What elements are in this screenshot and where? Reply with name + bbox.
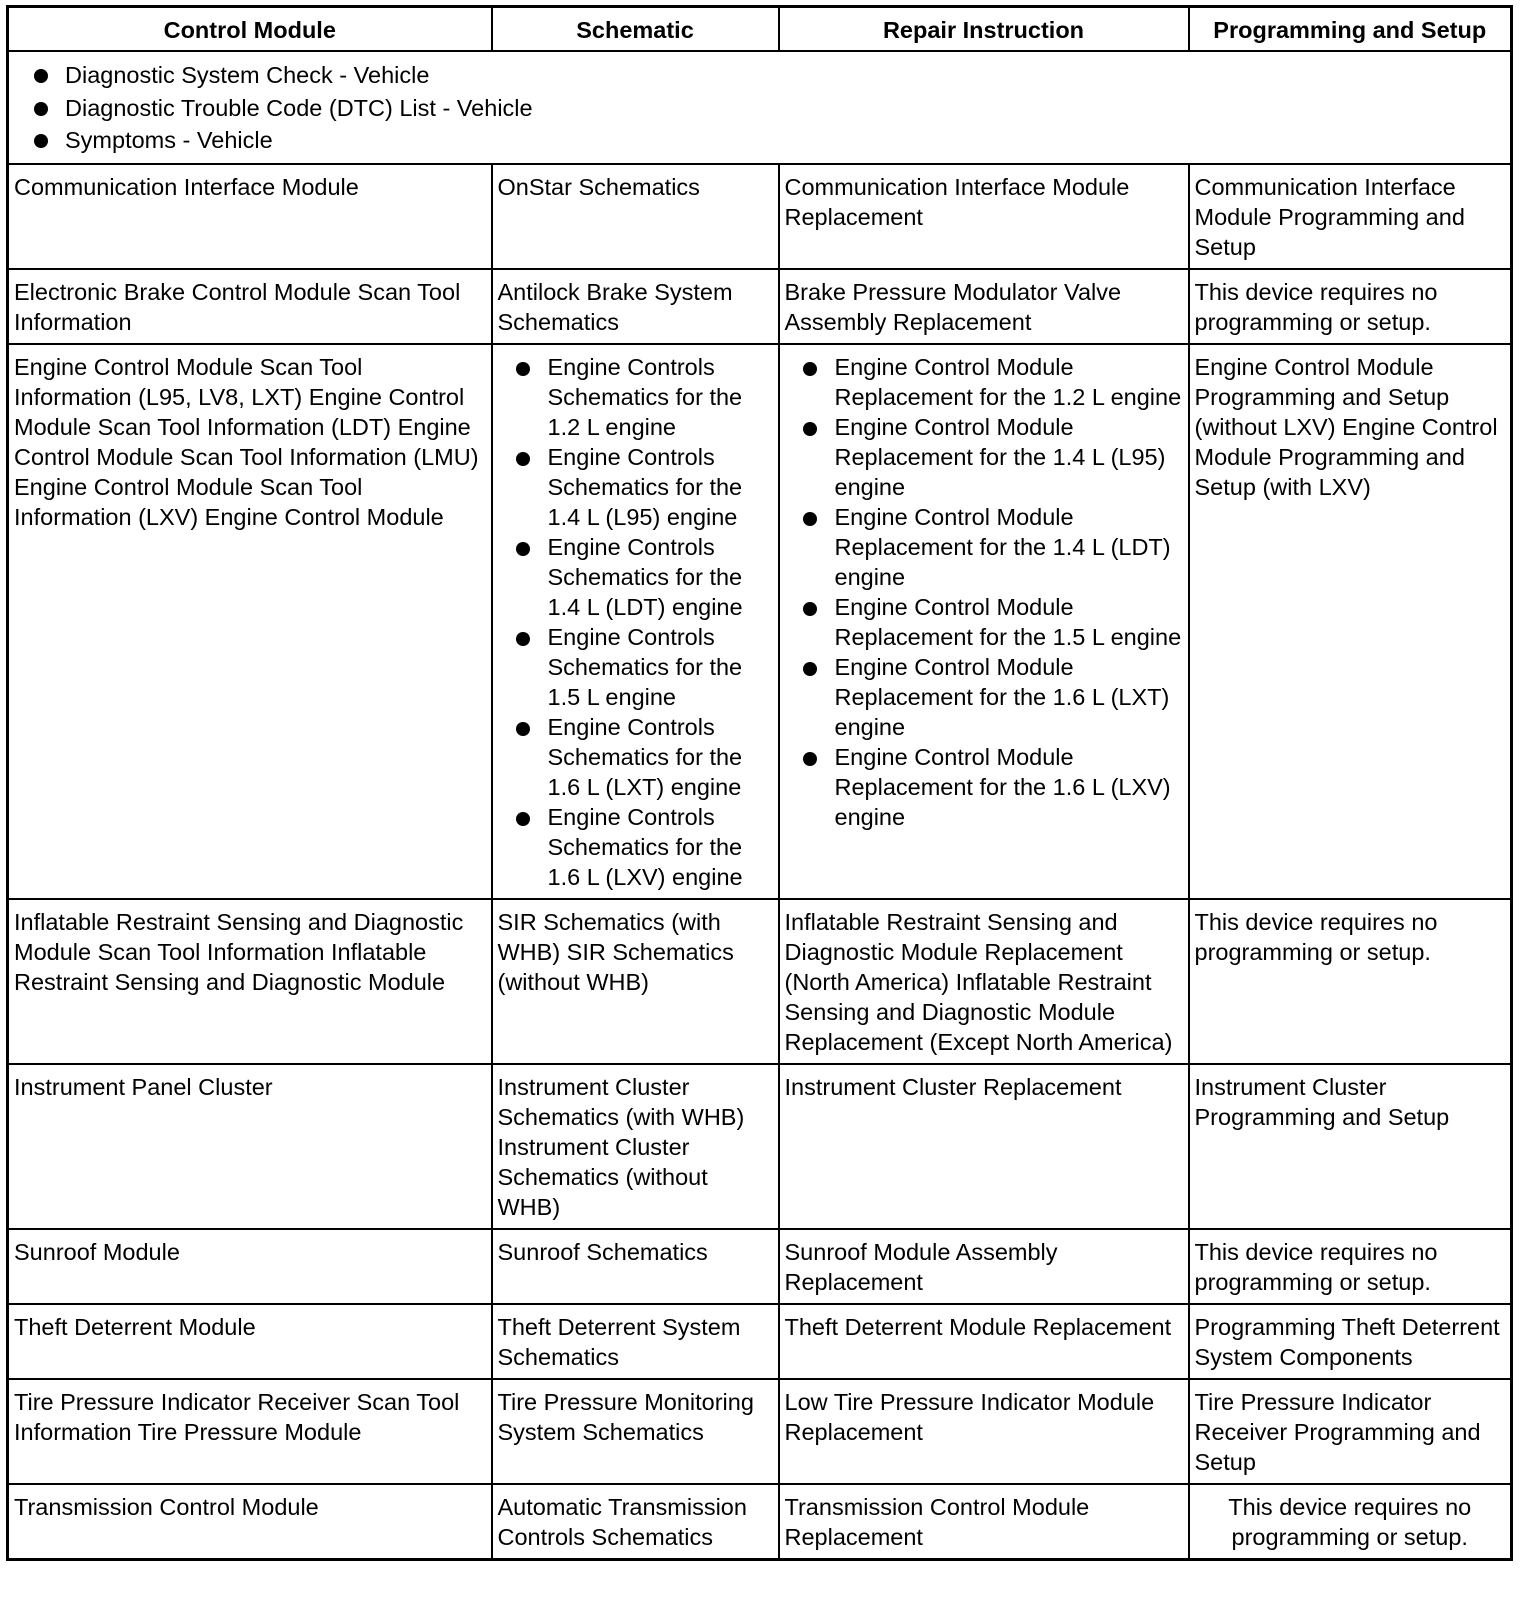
repair-link[interactable]: Instrument Cluster Replacement <box>779 1064 1189 1229</box>
table-row <box>8 1379 1512 1484</box>
module-cell: Instrument Panel Cluster <box>8 1064 492 1229</box>
programming-link[interactable]: Engine Control Module Programming and Setup (without LXV) Engine Control Module Programming and Setup (with LXV) <box>1189 344 1512 899</box>
schematic-link[interactable]: Sunroof Schematics <box>492 1229 779 1304</box>
programming-link[interactable]: Programming Theft Deterrent System Components <box>1189 1304 1512 1379</box>
schematic-list-cell <box>492 344 779 899</box>
table-row <box>8 899 1512 1064</box>
repair-link[interactable]: Engine Control Module Replacement for the 1.4 L (L95) engine <box>785 412 1183 502</box>
schematic-list <box>498 352 773 892</box>
repair-link[interactable]: Engine Control Module Replacement for the 1.6 L (LXT) engine <box>785 652 1183 742</box>
schematic-link[interactable]: Engine Controls Schematics for the 1.2 L engine <box>498 352 773 442</box>
module-cell: Transmission Control Module <box>8 1484 492 1560</box>
repair-list <box>785 352 1183 832</box>
document-page <box>6 5 1510 1561</box>
schematic-link[interactable]: OnStar Schematics <box>492 164 779 269</box>
module-cell: Sunroof Module <box>8 1229 492 1304</box>
table-row <box>8 164 1512 269</box>
programming-note: This device requires no programming or setup. <box>1189 1229 1512 1304</box>
repair-link[interactable]: Communication Interface Module Replacement <box>779 164 1189 269</box>
schematic-link[interactable]: SIR Schematics (with WHB) SIR Schematics (without WHB) <box>492 899 779 1064</box>
schematic-link[interactable]: Tire Pressure Monitoring System Schematics <box>492 1379 779 1484</box>
repair-link[interactable]: Engine Control Module Replacement for the 1.2 L engine <box>785 352 1183 412</box>
repair-link[interactable]: Brake Pressure Modulator Valve Assembly Replacement <box>779 269 1189 344</box>
repair-link[interactable]: Low Tire Pressure Indicator Module Replacement <box>779 1379 1189 1484</box>
table-row <box>8 1484 1512 1560</box>
repair-list-cell <box>779 344 1189 899</box>
repair-link[interactable]: Sunroof Module Assembly Replacement <box>779 1229 1189 1304</box>
header-control-module: Control Module <box>8 7 492 52</box>
table-row <box>8 1229 1512 1304</box>
module-cell: Engine Control Module Scan Tool Information (L95, LV8, LXT) Engine Control Module Scan Tool Information (LDT) Engine Control Module Scan Tool Information (LMU) Engine Control Module Scan Tool Information (LXV) Engine Control Module <box>8 344 492 899</box>
module-cell: Communication Interface Module <box>8 164 492 269</box>
programming-link[interactable]: Instrument Cluster Programming and Setup <box>1189 1064 1512 1229</box>
link-symptoms[interactable]: Symptoms - Vehicle <box>14 124 1505 157</box>
link-dtc-list[interactable]: Diagnostic Trouble Code (DTC) List - Vehicle <box>14 92 1505 125</box>
schematic-link[interactable]: Engine Controls Schematics for the 1.6 L (LXV) engine <box>498 802 773 892</box>
table-row <box>8 344 1512 899</box>
repair-link[interactable]: Theft Deterrent Module Replacement <box>779 1304 1189 1379</box>
module-cell: Electronic Brake Control Module Scan Tool Information <box>8 269 492 344</box>
schematic-link[interactable]: Automatic Transmission Controls Schematics <box>492 1484 779 1560</box>
table-row <box>8 1304 1512 1379</box>
general-links-cell <box>8 51 1512 164</box>
repair-link[interactable]: Engine Control Module Replacement for the 1.6 L (LXV) engine <box>785 742 1183 832</box>
general-links-list <box>14 59 1505 157</box>
control-module-reference-table <box>6 5 1513 1561</box>
programming-link[interactable]: Communication Interface Module Programming and Setup <box>1189 164 1512 269</box>
schematic-link[interactable]: Antilock Brake System Schematics <box>492 269 779 344</box>
schematic-link[interactable]: Engine Controls Schematics for the 1.4 L (LDT) engine <box>498 532 773 622</box>
general-links-row <box>8 51 1512 164</box>
schematic-link[interactable]: Instrument Cluster Schematics (with WHB) Instrument Cluster Schematics (without WHB) <box>492 1064 779 1229</box>
repair-link[interactable]: Inflatable Restraint Sensing and Diagnostic Module Replacement (North America) Inflatable Restraint Sensing and Diagnostic Module Replacement (Except North America) <box>779 899 1189 1064</box>
schematic-link[interactable]: Theft Deterrent System Schematics <box>492 1304 779 1379</box>
repair-link[interactable]: Engine Control Module Replacement for the 1.5 L engine <box>785 592 1183 652</box>
module-cell: Theft Deterrent Module <box>8 1304 492 1379</box>
schematic-link[interactable]: Engine Controls Schematics for the 1.4 L (L95) engine <box>498 442 773 532</box>
repair-link[interactable]: Engine Control Module Replacement for the 1.4 L (LDT) engine <box>785 502 1183 592</box>
table-row <box>8 269 1512 344</box>
module-cell: Inflatable Restraint Sensing and Diagnostic Module Scan Tool Information Inflatable Restraint Sensing and Diagnostic Module <box>8 899 492 1064</box>
schematic-link[interactable]: Engine Controls Schematics for the 1.5 L engine <box>498 622 773 712</box>
schematic-link[interactable]: Engine Controls Schematics for the 1.6 L (LXT) engine <box>498 712 773 802</box>
repair-link[interactable]: Transmission Control Module Replacement <box>779 1484 1189 1560</box>
table-row <box>8 1064 1512 1229</box>
programming-note: This device requires no programming or setup. <box>1189 269 1512 344</box>
programming-note: This device requires no programming or setup. <box>1189 1484 1512 1560</box>
header-programming-setup: Programming and Setup <box>1189 7 1512 52</box>
header-row <box>8 7 1512 52</box>
module-cell: Tire Pressure Indicator Receiver Scan Tool Information Tire Pressure Module <box>8 1379 492 1484</box>
programming-link[interactable]: Tire Pressure Indicator Receiver Programming and Setup <box>1189 1379 1512 1484</box>
header-schematic: Schematic <box>492 7 779 52</box>
header-repair-instruction: Repair Instruction <box>779 7 1189 52</box>
programming-note: This device requires no programming or setup. <box>1189 899 1512 1064</box>
link-diagnostic-system-check[interactable]: Diagnostic System Check - Vehicle <box>14 59 1505 92</box>
